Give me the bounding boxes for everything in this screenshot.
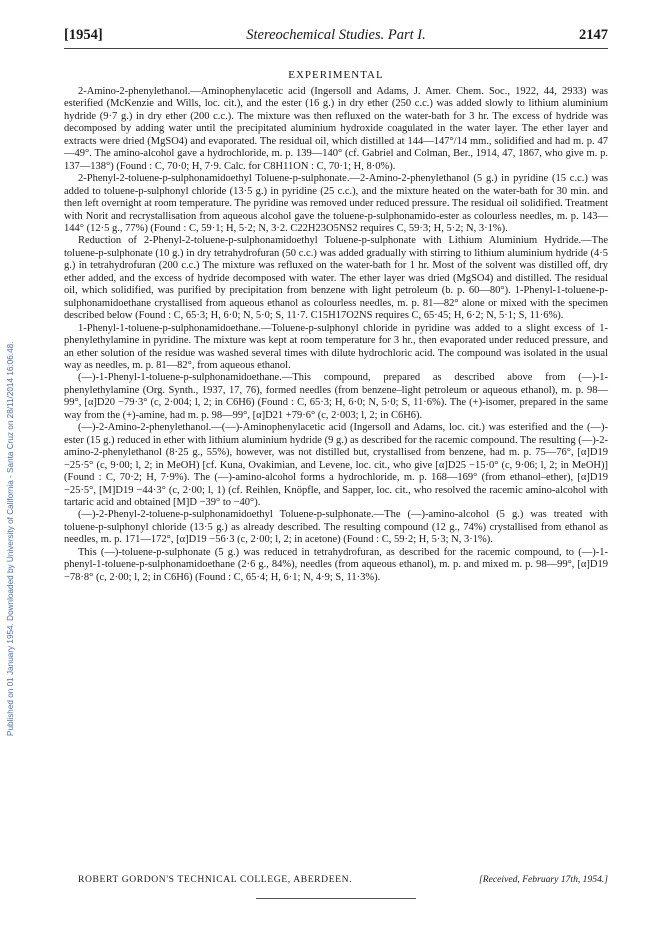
- page-number: 2147: [579, 27, 608, 43]
- journal-year: [1954]: [64, 27, 103, 43]
- paragraph: Reduction of 2-Phenyl-2-toluene-p-sulphonamidoethyl Toluene-p-sulphonate with Lithium Aluminium Hydride.—The toluene-p-sulphonate (10 g.) in dry tetrahydrofuran (50 c.c.) was added gradually with stirring to lithium aluminium hydride (4·5 g.) in tetrahydrofuran (200 c.c.) The mixture was refluxed on the water-bath for 1 hr. Most of the solvent was distilled off, dry ether added, and the excess of hydride decomposed with water. The ether layer was dried (MgSO4) and distilled. The residual oil, which solidified, was purified by precipitation from benzene with light petroleum (b. p. 60—80°). 1-Phenyl-1-toluene-p-sulphonamidoethane crystallised from aqueous ethanol as colourless needles, m. p. 81—82° alone or mixed with the specimen described below (Found : C, 65·3; H, 6·0; N, 5·0; S, 11·7. C15H17O2NS requires C, 65·45; H, 6·2; N, 5·1; S, 11·6%).: [64, 235, 608, 322]
- header-rule: [64, 48, 608, 49]
- paragraph: This (—)-toluene-p-sulphonate (5 g.) was reduced in tetrahydrofuran, as described for the racemic compound, to (—)-1-phenyl-1-toluene-p-sulphonamidoethane (2·6 g., 84%), needles (from aqueous ethanol), m. p. and mixed m. p. 98—99°, [α]D19 −78·8° (c, 2·00; l, 2; in C6H6) (Found : C, 65·4; H, 6·1; N, 4·9; S, 11·3%).: [64, 546, 608, 583]
- download-sidebar: [6, 96, 18, 736]
- paragraph: (—)-1-Phenyl-1-toluene-p-sulphonamidoethane.—This compound, prepared as described above from (—)-1-phenylethylamine (Org. Synth., 1937, 17, 76), formed needles (from benzene–light petroleum or aqueous ethanol), m. p. 98—99°, [α]D20 −79·3° (c, 2·004; l, 2; in C6H6) (Found : C, 65·3; H, 6·0; N, 5·0; S, 11·6%). The (+)-isomer, prepared in the same way from the (+)-amine, had m. p. 98—99°, [α]D21 +79·6° (c, 2·003; l, 2; in C6H6).: [64, 372, 608, 421]
- institution-line: ROBERT GORDON'S TECHNICAL COLLEGE, ABERDEEN.: [78, 874, 353, 885]
- paragraph: 2-Phenyl-2-toluene-p-sulphonamidoethyl Toluene-p-sulphonate.—2-Amino-2-phenylethanol (5 g.) in pyridine (15 c.c.) was added to toluene-p-sulphonyl chloride (13·5 g.) in pyridine (25 c.c.), and the mixture heated on the water-bath for 30 min. and then left overnight at room temperature. The pyridine was removed under reduced pressure. The residual oil solidified. Treatment with Norit and recrystallisation from aqueous alcohol gave the toluene-p-sulphonamido-ester as colourless needles, m. p. 143—144° (12·5 g., 77%) (Found : C, 59·1; H, 5·2; N, 3·2. C22H23O5NS2 requires C, 59·3; H, 5·2; N, 3·1%).: [64, 173, 608, 234]
- article-body: [64, 86, 608, 584]
- paragraph: (—)-2-Amino-2-phenylethanol.—(—)-Aminophenylacetic acid (Ingersoll and Adams, loc. cit.) was esterified and the (—)-ester (15 g.) reduced in ether with lithium aluminium hydride (9 g.) as described for the racemic compound. The resulting (—)-2-amino-2-phenylethanol (8·25 g., 55%), however, was not distilled but, crystallised from benzene, had m. p. 75—76°, [α]D19 −25·5° (c, 9·00; l, 2; in MeOH) [cf. Kuna, Ovakimian, and Levene, loc. cit., who give [α]D25 −15·0° (c, 9·06; l, 2; in MeOH)] (Found : C, 70·2; H, 7·9%). The (—)-amino-alcohol forms a hydrochloride, m. p. 168—169° (from ethanol–ether), [α]D19 −25·5°, [M]D19 −44·3° (c, 2·00; l, 1) (cf. Reihlen, Knöpfle, and Sapper, loc. cit., who resolved the racemic amino-alcohol with tartaric acid and obtained [M]D −39° to −40°).: [64, 422, 608, 508]
- paragraph: (—)-2-Phenyl-2-toluene-p-sulphonamidoethyl Toluene-p-sulphonate.—The (—)-amino-alcohol (5 g.) was treated with toluene-p-sulphonyl chloride (13·5 g.) as already described. The resulting compound (12 g., 74%) crystallised from ethanol as needles, m. p. 171—172°, [α]D19 −56·3 (c, 2·00; l, 2; in acetone) (Found : C, 59·2; H, 5·3; N, 3·1%).: [64, 509, 608, 546]
- section-heading: EXPERIMENTAL: [288, 69, 384, 81]
- end-rule: [256, 898, 416, 899]
- running-title: Stereochemical Studies. Part I.: [246, 27, 426, 43]
- download-notice: Published on 01 January 1954. Downloaded by University of California - Santa Cruz on 28/11/2014 16:06:48.: [6, 341, 15, 736]
- received-date: [Received, February 17th, 1954.]: [479, 874, 608, 885]
- paragraph: 1-Phenyl-1-toluene-p-sulphonamidoethane.—Toluene-p-sulphonyl chloride in pyridine was added to a slight excess of 1-phenylethylamine in pyridine. The mixture was kept at room temperature for 3 hr., then evaporated under reduced pressure, and an ether solution of the residue was washed several times with dilute hydrochloric acid. The compound was isolated in the usual way as needles, m. p. 81—82°, from aqueous ethanol.: [64, 322, 608, 371]
- paragraph: 2-Amino-2-phenylethanol.—Aminophenylacetic acid (Ingersoll and Adams, J. Amer. Chem. Soc., 1922, 44, 2933) was esterified (McKenzie and Wills, loc. cit.), and the ester (16 g.) in dry ether (250 c.c.) was added slowly to lithium aluminium hydride (9·7 g.) in dry ether (200 c.c.). The mixture was then refluxed on the water-bath for 3 hr. The excess of hydride was decomposed by adding water until the precipitated aluminium hydroxide coagulated in the water layer. The ether layer and extracts were dried (MgSO4) and evaporated. The residual oil, which distilled at 144—147°/14 mm., solidified and had m. p. 47—49°. The amino-alcohol gave a hydrochloride, m. p. 139—140° (cf. Gabriel and Colman, Ber., 1914, 47, 1867, who give m. p. 137—138°) (Found : C, 70·0; H, 7·9. Calc. for C8H11ON : C, 70·1; H, 8·0%).: [64, 86, 608, 172]
- running-header: [64, 27, 608, 47]
